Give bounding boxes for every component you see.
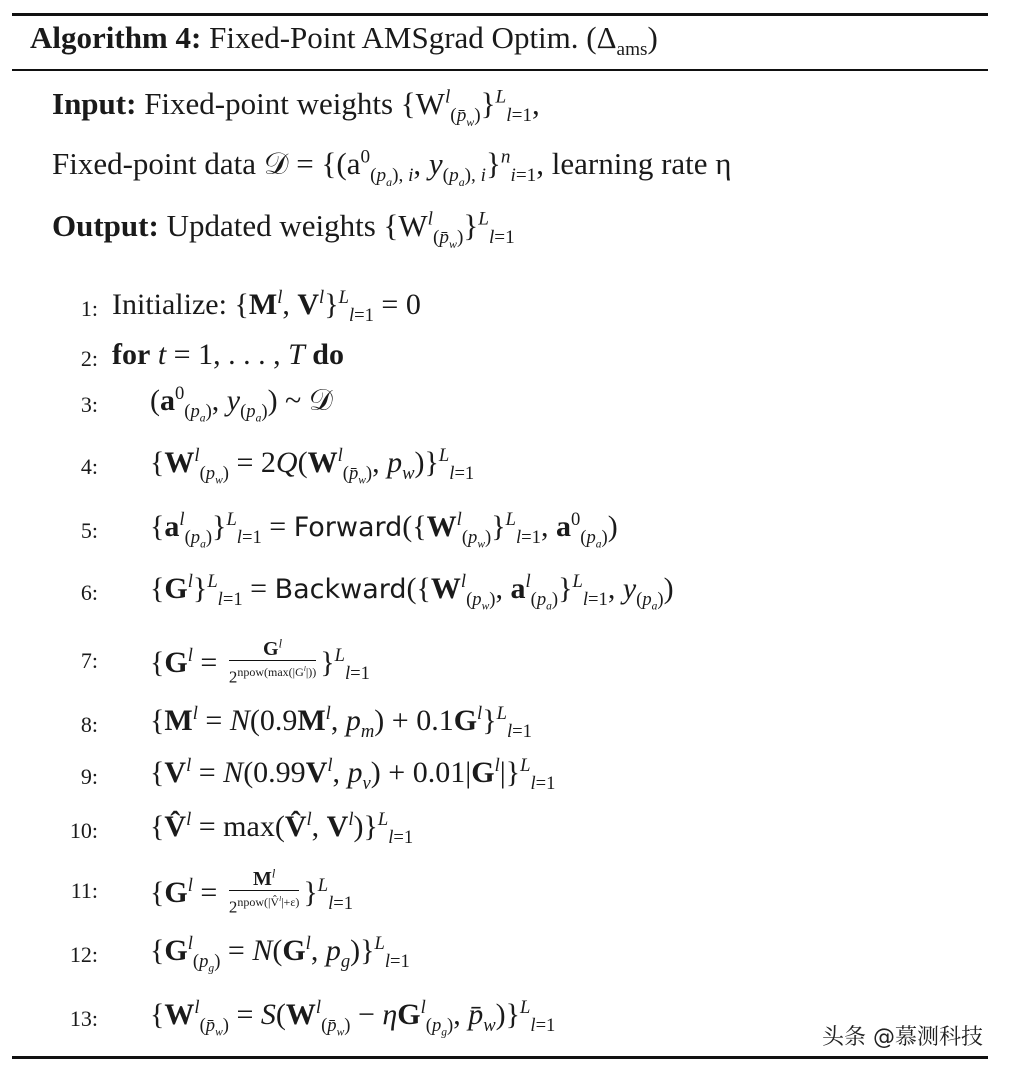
input-text-1: Fixed-point weights {W (144, 86, 445, 121)
fn-backward: Backward (274, 574, 407, 605)
input-text-2: Fixed-point data 𝒟 = {(a (52, 146, 361, 181)
line-number: 3: (80, 392, 98, 417)
step-4-expr: {$W^l_{(p_w)} = 2Q(W^l_{(p̄_w)}$, $p_w)\}^L_{l=1}$ (150, 445, 475, 487)
line-number: 9: (80, 764, 98, 789)
algorithm-name: Fixed-Point AMSgrad Optim. (Δ (209, 20, 617, 55)
algorithm-title (30, 20, 658, 61)
step-6-expr: $\{G^l\}^L_{l=1}$ = $Backward(\{W^l_{(p_w)}$, $a^l_{(p_a)}\}^L_{l=1}$, $y_{(p_a)}$) (150, 571, 674, 613)
input-label: Input: (52, 86, 137, 121)
line-number: 5: (80, 518, 98, 543)
output-label: Output: (52, 208, 159, 243)
step-12-expr: {$G^l_{(p_g)} = N(G^l$, $p_g)\}^L_{l=1}$ (150, 933, 410, 975)
bottom-rule (12, 1056, 988, 1059)
line-number: 10: (69, 818, 98, 843)
line-number: 12: (69, 942, 98, 967)
step-11-expr: {$G^l$ = $\frac{M^l}{2^{npow(|V̂^l|+\varepsilon)}}$ }$^L_{l=1}$ (150, 866, 354, 917)
fraction-7: $\frac{G^l}{2^{npow(max(|G^l|))}}$ (228, 636, 317, 687)
input-line-2: Fixed-point data 𝒟 = {($a^0_{(p_a), i}$, $y_{(p_a), i}\}^n_{i=1}$, learning rate η (52, 146, 732, 190)
algorithm-name-sub: ams (616, 39, 648, 61)
title-rule (12, 69, 988, 71)
step-8-expr: {$M^l = N(0.9M^l$, $p_m) + 0.1G^l\}^L_{l=1}$ (150, 703, 532, 742)
keyword-for: for (112, 338, 151, 371)
line-number: 1: (80, 296, 98, 321)
line-number: 11: (70, 878, 98, 903)
line-number: 6: (80, 580, 98, 605)
input-text-2-tail: learning rate η (551, 146, 732, 181)
step-7-expr: {$G^l$ = $\frac{G^l}{2^{npow(max(|G^l|))}}$ }$^L_{l=1}$ (150, 636, 370, 687)
fn-forward: Forward (293, 512, 403, 543)
fraction-11: $\frac{M^l}{2^{npow(|V̂^l|+\varepsilon)}}$ (228, 866, 300, 917)
line-number: 2: (80, 346, 98, 371)
output-text: Updated weights {W (166, 208, 428, 243)
line-number: 13: (69, 1006, 98, 1031)
line-number: 4: (80, 454, 98, 479)
line-number: 7: (80, 648, 98, 673)
algorithm-name-close: ) (647, 20, 658, 55)
step-9-expr: {$V^l = N(0.99V^l$, $p_v) + 0.01|G^l|\}^L_{l=1}$ (150, 755, 556, 794)
step-10-expr: {V̂$^l$ = max(V̂$^l$, $V^l)\}^L_{l=1}$ (150, 809, 414, 848)
watermark: 头条 @慕测科技 (822, 1025, 983, 1050)
step-3-expr: ($a^0_{(p_a)}$, $y_{(p_a)}$) ~ 𝒟 (150, 383, 333, 425)
line-number: 8: (80, 712, 98, 737)
top-rule (12, 13, 988, 16)
output-line: Output: Updated weights $\{W^l_{(p̄_w)}\}^L_{l=1}$ (52, 208, 515, 252)
input-line-1: Input: Fixed-point weights $\{W^l_{(p̄_w)}\}^L_{l=1}$, (52, 86, 540, 130)
algorithm-number: Algorithm 4: (30, 20, 202, 55)
step-1-expr: Initialize: {$M^l$, $V^l\}^L_{l=1} = 0$ (112, 287, 421, 326)
step-2-expr: for t = 1, . . . , T do (112, 338, 344, 371)
step-13-expr: {$W^l_{(p̄_w)} = S(W^l_{(p̄_w)} - \eta G^l_{(p_g)}$, $p̄_w)\}^L_{l=1}$ (150, 997, 556, 1039)
keyword-do: do (312, 338, 344, 371)
step-5-expr: $\{a^l_{(p_a)}\}^L_{l=1}$ = $Forward(\{W^l_{(p_w)}\}^L_{l=1}$, $a^0_{(p_a)}$) (150, 509, 618, 551)
